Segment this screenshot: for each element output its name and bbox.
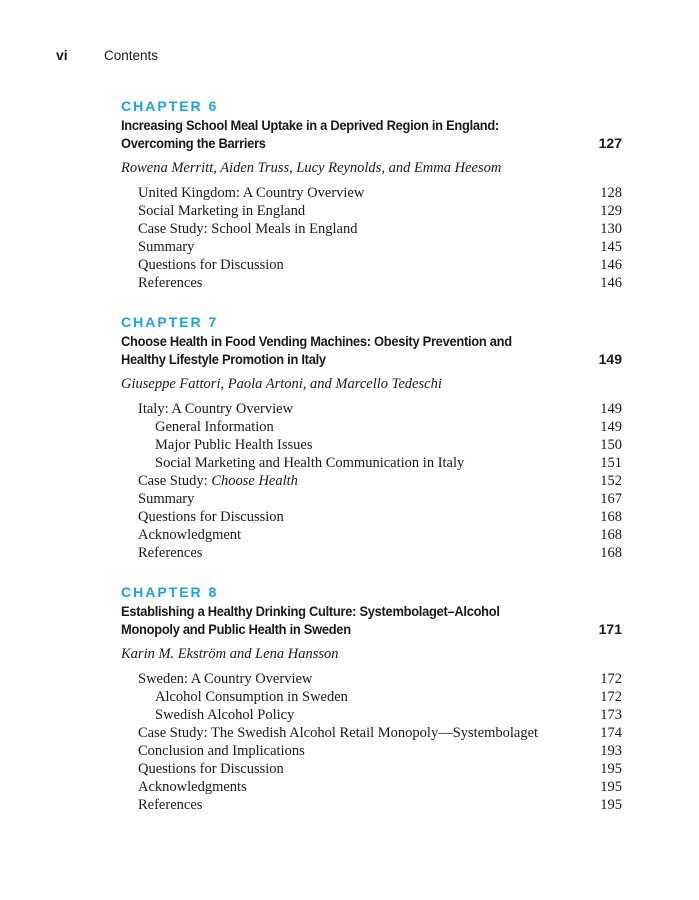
toc-entry[interactable] (121, 256, 622, 274)
toc-subentry[interactable] (121, 436, 622, 454)
entry-page: 195 (600, 797, 622, 813)
chapter-page-number: 127 (598, 135, 622, 151)
chapter-title[interactable] (121, 332, 622, 368)
chapter-label: CHAPTER 8 (121, 584, 219, 600)
entry-label: Acknowledgment (138, 527, 242, 543)
chapter-title-line: Increasing School Meal Uptake in a Deprived Region in England: (121, 117, 499, 133)
toc-entry[interactable] (121, 274, 622, 292)
entry-label: References (138, 797, 203, 813)
toc-entry[interactable] (121, 526, 622, 544)
entry-label: Questions for Discussion (138, 761, 284, 777)
entry-page: 146 (600, 275, 622, 291)
toc-entry[interactable] (121, 238, 622, 256)
entry-page: 149 (600, 401, 622, 417)
entry-page: 152 (600, 473, 622, 489)
chapter-page-number: 149 (598, 351, 622, 367)
entry-label: Social Marketing and Health Communication in Italy (155, 455, 465, 471)
entry-page: 172 (600, 689, 622, 705)
toc-entry[interactable] (121, 724, 622, 742)
chapter-title-line: Choose Health in Food Vending Machines: Obesity Prevention and (121, 333, 512, 349)
chapter-title-line: Overcoming the Barriers (121, 135, 266, 151)
entry-label: Acknowledgments (138, 779, 247, 795)
chapter-title-line: Monopoly and Public Health in Sweden (121, 621, 351, 637)
toc-entry[interactable] (121, 202, 622, 220)
entry-label-prefix: Case Study: (138, 473, 212, 489)
entry-page: 168 (600, 527, 622, 543)
chapter-7-section (121, 312, 622, 562)
entry-label: Sweden: A Country Overview (138, 671, 313, 687)
chapter-6-section (121, 96, 622, 292)
toc-entries (121, 670, 622, 814)
entry-page: 150 (600, 437, 622, 453)
entry-label: Case Study: The Swedish Alcohol Retail Monopoly—Systembolaget (138, 725, 539, 741)
page-number: vi (56, 47, 68, 63)
entry-label: Questions for Discussion (138, 509, 284, 525)
entry-label: Major Public Health Issues (155, 437, 313, 453)
toc-entry[interactable] (121, 472, 622, 490)
entry-page: 195 (600, 779, 622, 795)
entry-label: Questions for Discussion (138, 257, 284, 273)
entry-label: Italy: A Country Overview (138, 401, 294, 417)
entry-page: 149 (600, 419, 622, 435)
entry-page: 128 (600, 185, 622, 201)
toc-entry[interactable] (121, 742, 622, 760)
toc-entries (121, 184, 622, 292)
chapter-title[interactable] (121, 602, 622, 638)
toc-entry[interactable] (121, 760, 622, 778)
chapter-title-line: Healthy Lifestyle Promotion in Italy (121, 351, 326, 367)
entry-page: 167 (600, 491, 622, 507)
entry-page: 151 (600, 455, 622, 471)
entry-label: Summary (138, 239, 195, 255)
toc-entry[interactable] (121, 490, 622, 508)
chapter-label: CHAPTER 7 (121, 314, 219, 330)
entry-label: Conclusion and Implications (138, 743, 305, 759)
chapter-authors: Giuseppe Fattori, Paola Artoni, and Marcello Tedeschi (121, 376, 442, 392)
entry-label: General Information (155, 419, 274, 435)
toc-entry[interactable] (121, 184, 622, 202)
entry-page: 168 (600, 545, 622, 561)
toc-entry[interactable] (121, 778, 622, 796)
chapter-label: CHAPTER 6 (121, 98, 219, 114)
chapter-page-number: 171 (598, 621, 622, 637)
chapter-title-line: Establishing a Healthy Drinking Culture: Systembolaget–Alcohol (121, 603, 500, 619)
toc-subentry[interactable] (121, 454, 622, 472)
entry-page: 174 (600, 725, 622, 741)
entry-label: Summary (138, 491, 195, 507)
toc-entry[interactable] (121, 670, 622, 688)
toc-subentry[interactable] (121, 688, 622, 706)
entry-label (138, 472, 298, 490)
toc-entry[interactable] (121, 508, 622, 526)
chapter-8-section (121, 582, 622, 814)
toc-entry[interactable] (121, 796, 622, 814)
chapter-authors: Karin M. Ekström and Lena Hansson (121, 646, 339, 662)
entry-label: Alcohol Consumption in Sweden (155, 689, 348, 705)
toc-entry[interactable] (121, 544, 622, 562)
toc-subentry[interactable] (121, 706, 622, 724)
entry-page: 173 (600, 707, 622, 723)
entry-label: References (138, 275, 203, 291)
entry-page: 195 (600, 761, 622, 777)
entry-page: 130 (600, 221, 622, 237)
entry-label: Social Marketing in England (138, 203, 306, 219)
toc-subentry[interactable] (121, 418, 622, 436)
toc-entries (121, 400, 622, 562)
entry-label-italic: Choose Health (211, 473, 298, 489)
entry-label: Swedish Alcohol Policy (155, 707, 295, 723)
entry-page: 172 (600, 671, 622, 687)
entry-label: United Kingdom: A Country Overview (138, 185, 365, 201)
toc-entry[interactable] (121, 220, 622, 238)
running-title: Contents (104, 48, 159, 63)
entry-page: 146 (600, 257, 622, 273)
entry-label: Case Study: School Meals in England (138, 221, 358, 237)
entry-page: 193 (600, 743, 622, 759)
chapter-authors: Rowena Merritt, Aiden Truss, Lucy Reynolds, and Emma Heesom (121, 160, 502, 176)
chapter-title[interactable] (121, 116, 622, 152)
entry-page: 168 (600, 509, 622, 525)
toc-entry[interactable] (121, 400, 622, 418)
entry-label: References (138, 545, 203, 561)
entry-page: 145 (600, 239, 622, 255)
entry-page: 129 (600, 203, 622, 219)
